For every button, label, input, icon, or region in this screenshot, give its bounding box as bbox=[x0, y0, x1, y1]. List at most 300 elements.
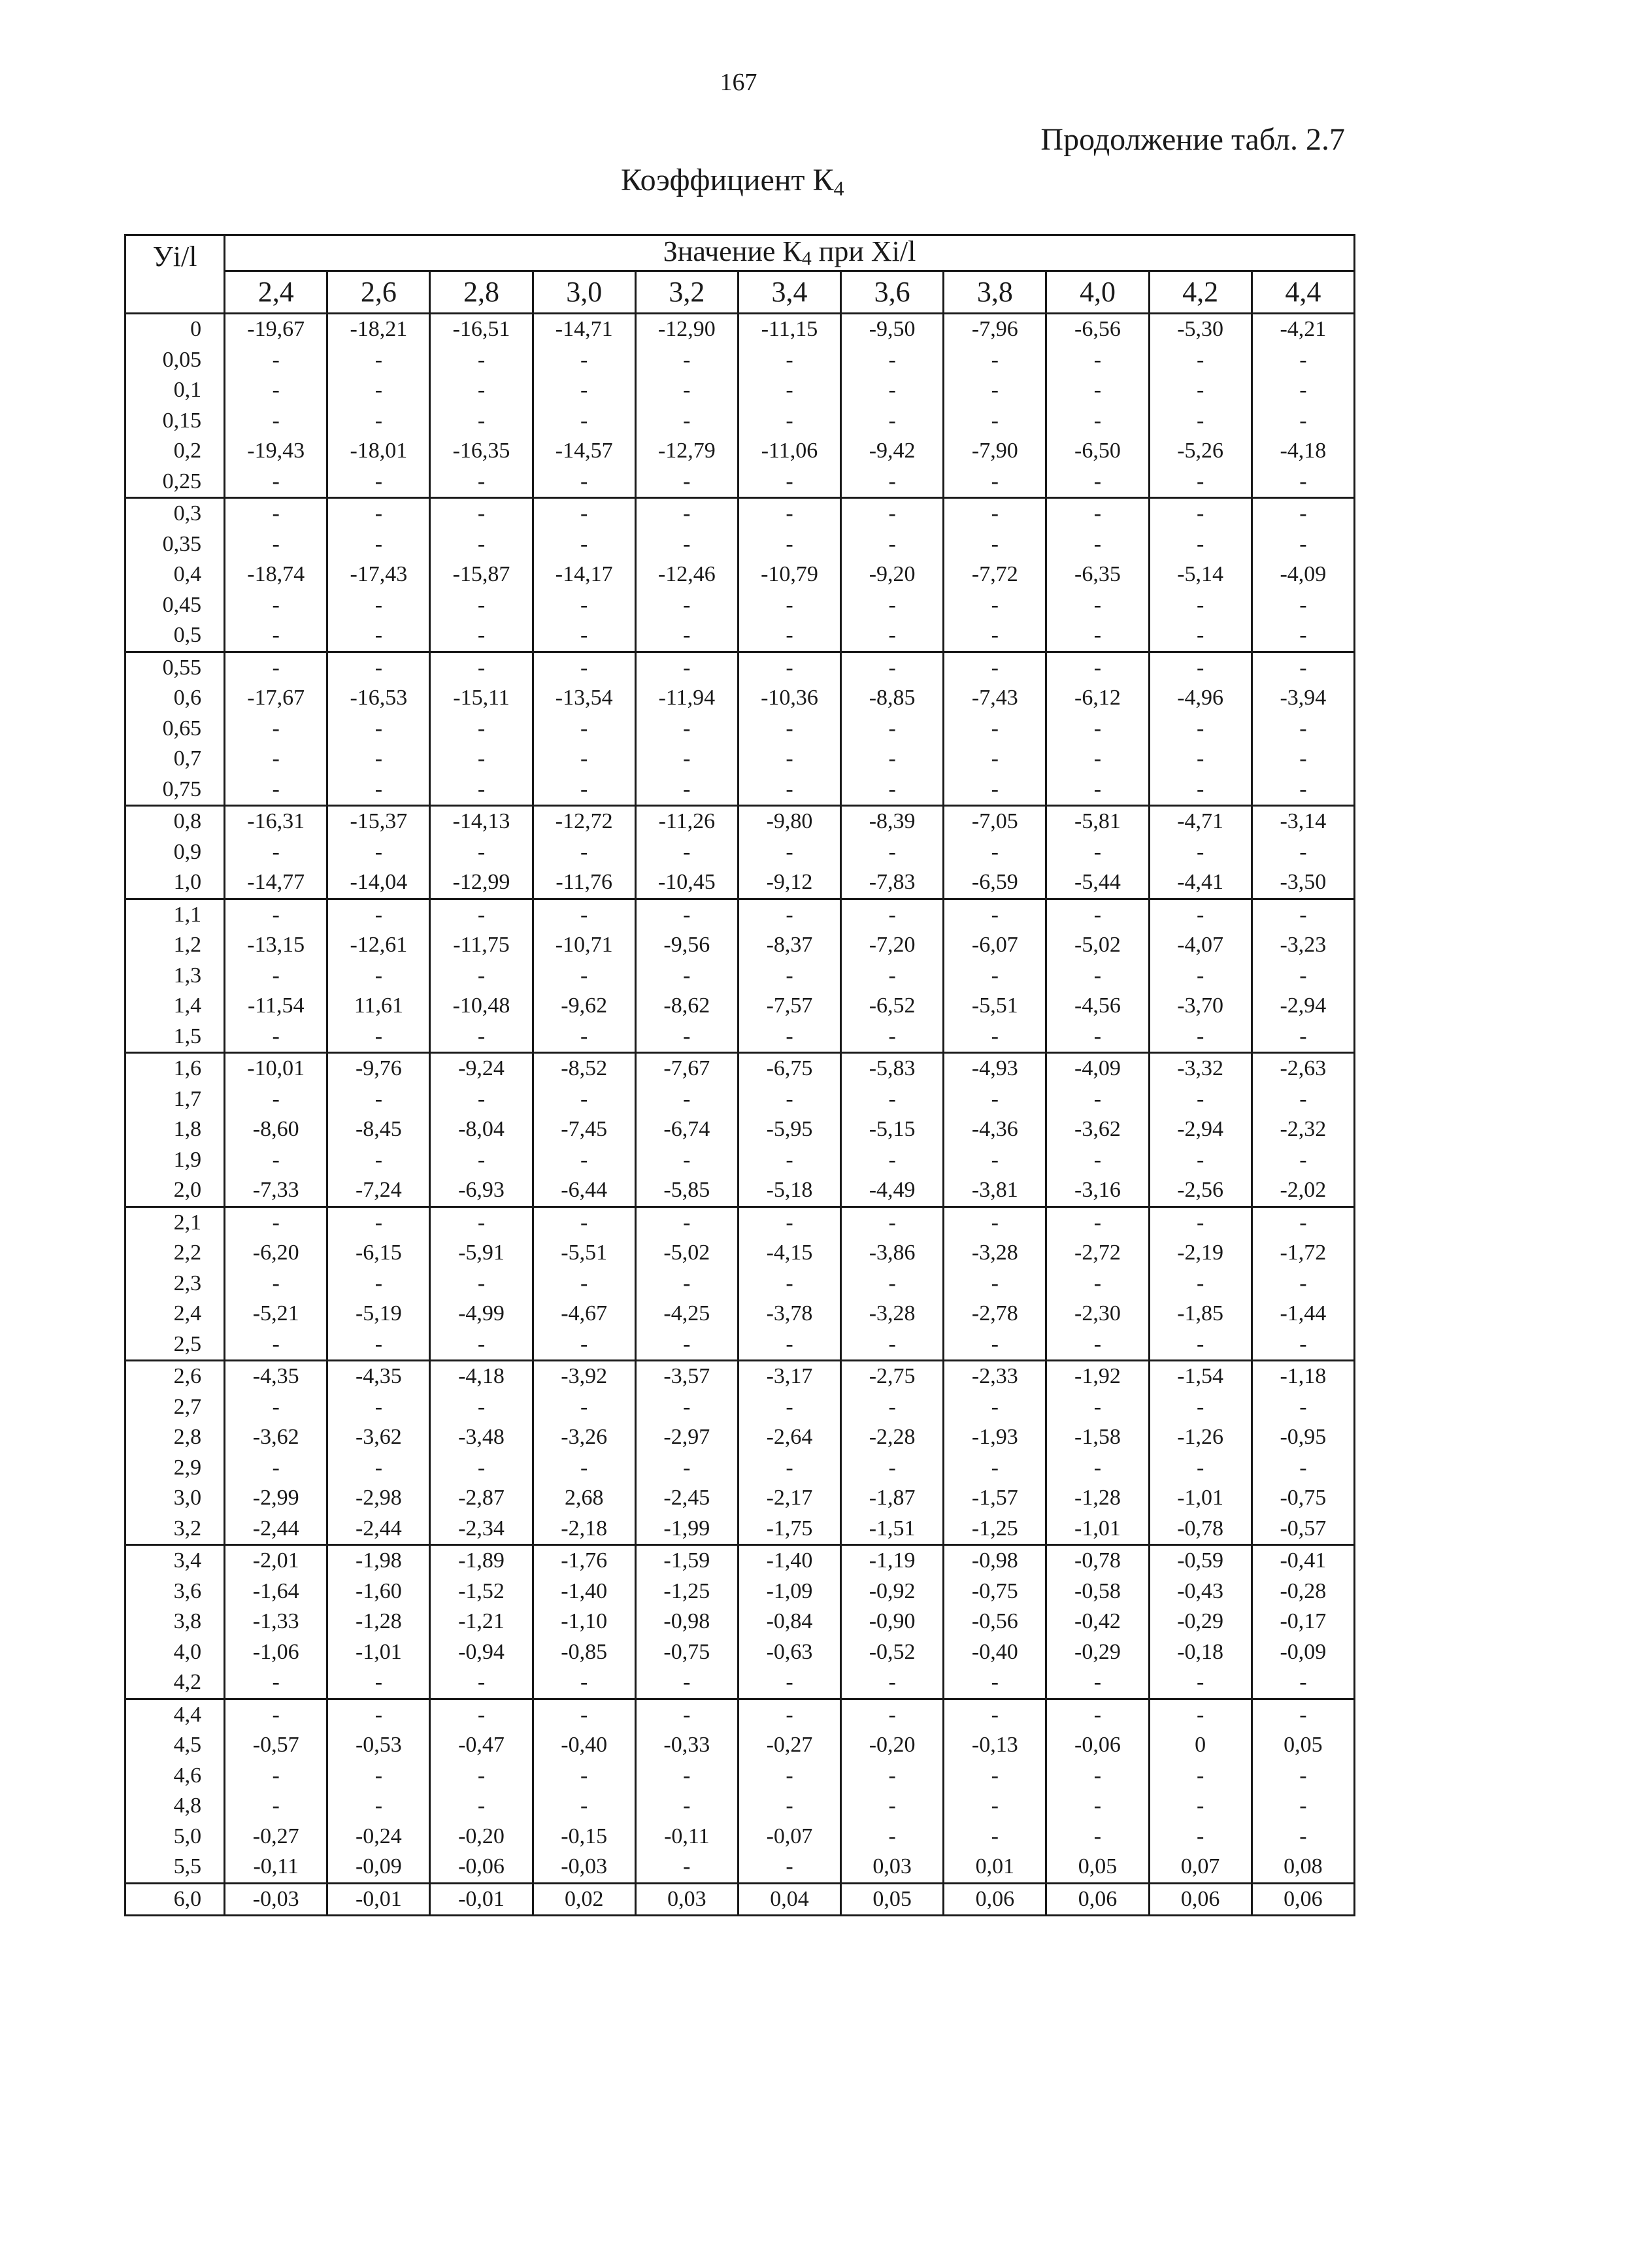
table-cell: -0,33 bbox=[635, 1730, 738, 1761]
table-cell: - bbox=[1046, 1791, 1149, 1822]
table-cell: -1,58 bbox=[1046, 1422, 1149, 1453]
table-cell: -7,20 bbox=[841, 930, 944, 961]
table-cell: - bbox=[327, 899, 430, 930]
table-cell: -14,17 bbox=[533, 559, 635, 590]
table-cell: -5,21 bbox=[225, 1299, 327, 1329]
table-cell: -11,94 bbox=[635, 683, 738, 714]
table-cell: - bbox=[327, 498, 430, 529]
table-cell: - bbox=[1046, 1269, 1149, 1299]
table-cell: - bbox=[1149, 1822, 1252, 1852]
table-cell: - bbox=[635, 345, 738, 376]
table-cell: - bbox=[841, 714, 944, 744]
table-cell: - bbox=[635, 1791, 738, 1822]
column-header: 2,8 bbox=[430, 271, 533, 314]
table-cell: - bbox=[225, 406, 327, 437]
table-row bbox=[125, 1883, 1355, 1916]
table-cell: -1,26 bbox=[1149, 1422, 1252, 1453]
table-row bbox=[125, 1422, 1355, 1453]
table-cell: -2,44 bbox=[327, 1514, 430, 1545]
table-cell: - bbox=[327, 529, 430, 560]
table-cell: -2,45 bbox=[635, 1483, 738, 1514]
table-cell: - bbox=[1046, 1699, 1149, 1730]
table-cell: - bbox=[944, 1822, 1046, 1852]
table-cell: -16,51 bbox=[430, 314, 533, 345]
table-cell: - bbox=[225, 1084, 327, 1115]
table-cell: -0,01 bbox=[430, 1883, 533, 1916]
table-cell: -3,57 bbox=[635, 1361, 738, 1392]
table-cell: - bbox=[1046, 529, 1149, 560]
table-cell: - bbox=[327, 1761, 430, 1792]
table-row bbox=[125, 1207, 1355, 1238]
table-cell: -3,81 bbox=[944, 1175, 1046, 1207]
table-cell: -1,10 bbox=[533, 1607, 635, 1637]
table-cell: - bbox=[1046, 1667, 1149, 1699]
table-cell: - bbox=[1252, 467, 1354, 498]
table-cell: - bbox=[533, 1791, 635, 1822]
table-cell: - bbox=[635, 775, 738, 806]
table-cell: - bbox=[1252, 652, 1354, 683]
table-cell: -5,44 bbox=[1046, 867, 1149, 899]
table-cell: -7,83 bbox=[841, 867, 944, 899]
table-cell: -0,28 bbox=[1252, 1576, 1354, 1607]
table-cell: - bbox=[327, 714, 430, 744]
table-cell: -4,56 bbox=[1046, 991, 1149, 1022]
table-cell: -8,85 bbox=[841, 683, 944, 714]
row-y-value: 0,6 bbox=[125, 683, 225, 714]
table-cell: - bbox=[327, 1207, 430, 1238]
table-cell: - bbox=[1046, 775, 1149, 806]
table-cell: - bbox=[944, 1022, 1046, 1053]
table-cell: - bbox=[1149, 590, 1252, 621]
table-row bbox=[125, 652, 1355, 683]
table-cell: -9,80 bbox=[738, 806, 840, 837]
table-cell: -1,89 bbox=[430, 1545, 533, 1576]
table-cell: - bbox=[533, 529, 635, 560]
table-cell: -4,09 bbox=[1046, 1053, 1149, 1084]
table-cell: - bbox=[944, 652, 1046, 683]
table-cell: - bbox=[1046, 1453, 1149, 1484]
table-cell: -6,56 bbox=[1046, 314, 1149, 345]
table-row bbox=[125, 899, 1355, 930]
table-cell: -3,14 bbox=[1252, 806, 1354, 837]
group-header-prefix: Значение К bbox=[663, 235, 802, 267]
table-cell: -0,06 bbox=[1046, 1730, 1149, 1761]
table-cell: - bbox=[738, 1852, 840, 1883]
table-cell: -0,42 bbox=[1046, 1607, 1149, 1637]
table-cell: - bbox=[635, 1852, 738, 1883]
table-cell: -3,17 bbox=[738, 1361, 840, 1392]
table-cell: -1,28 bbox=[327, 1607, 430, 1637]
table-cell: - bbox=[430, 375, 533, 406]
table-cell: -1,28 bbox=[1046, 1483, 1149, 1514]
table-cell: -1,33 bbox=[225, 1607, 327, 1637]
table-cell: - bbox=[533, 345, 635, 376]
table-cell: -6,20 bbox=[225, 1238, 327, 1269]
table-cell: - bbox=[1149, 406, 1252, 437]
table-cell: -16,53 bbox=[327, 683, 430, 714]
table-cell: - bbox=[1252, 1822, 1354, 1852]
table-cell: -7,72 bbox=[944, 559, 1046, 590]
table-cell: -16,35 bbox=[430, 436, 533, 467]
table-cell: -9,50 bbox=[841, 314, 944, 345]
table-cell: - bbox=[430, 590, 533, 621]
table-cell: - bbox=[225, 837, 327, 868]
table-cell: -1,75 bbox=[738, 1514, 840, 1545]
table-cell: - bbox=[944, 1329, 1046, 1361]
table-cell: -1,09 bbox=[738, 1576, 840, 1607]
table-cell: - bbox=[430, 899, 533, 930]
table-cell: -3,62 bbox=[1046, 1114, 1149, 1145]
row-y-value: 2,1 bbox=[125, 1207, 225, 1238]
table-cell: -2,78 bbox=[944, 1299, 1046, 1329]
table-cell: - bbox=[1149, 1761, 1252, 1792]
table-row bbox=[125, 559, 1355, 590]
table-cell: -0,03 bbox=[225, 1883, 327, 1916]
table-cell: -13,15 bbox=[225, 930, 327, 961]
table-cell: - bbox=[635, 714, 738, 744]
table-cell: - bbox=[225, 1392, 327, 1423]
table-cell: - bbox=[738, 375, 840, 406]
table-cell: - bbox=[533, 652, 635, 683]
table-cell: - bbox=[738, 1667, 840, 1699]
table-row bbox=[125, 1637, 1355, 1668]
table-cell: -10,45 bbox=[635, 867, 738, 899]
table-cell: - bbox=[533, 1392, 635, 1423]
table-cell: - bbox=[738, 744, 840, 775]
table-cell: - bbox=[738, 837, 840, 868]
table-cell: -4,15 bbox=[738, 1238, 840, 1269]
table-cell: - bbox=[1046, 1761, 1149, 1792]
table-cell: - bbox=[841, 1269, 944, 1299]
row-y-value: 5,5 bbox=[125, 1852, 225, 1883]
table-cell: -4,21 bbox=[1252, 314, 1354, 345]
table-cell: -0,27 bbox=[225, 1822, 327, 1852]
table-cell: -13,54 bbox=[533, 683, 635, 714]
table-cell: - bbox=[430, 837, 533, 868]
table-cell: - bbox=[1252, 1329, 1354, 1361]
table-cell: - bbox=[533, 1329, 635, 1361]
table-cell: - bbox=[841, 1761, 944, 1792]
table-cell: -0,98 bbox=[635, 1607, 738, 1637]
table-cell: -11,26 bbox=[635, 806, 738, 837]
table-row bbox=[125, 498, 1355, 529]
table-cell: -0,11 bbox=[225, 1852, 327, 1883]
column-header: 3,8 bbox=[944, 271, 1046, 314]
row-y-value: 0,4 bbox=[125, 559, 225, 590]
row-y-value: 1,2 bbox=[125, 930, 225, 961]
table-cell: 0,07 bbox=[1149, 1852, 1252, 1883]
table-cell: -2,94 bbox=[1252, 991, 1354, 1022]
table-cell: -0,07 bbox=[738, 1822, 840, 1852]
table-row bbox=[125, 1514, 1355, 1545]
corner-header: Уi/l bbox=[125, 235, 225, 314]
table-cell: - bbox=[225, 899, 327, 930]
table-cell: -0,20 bbox=[841, 1730, 944, 1761]
table-cell: - bbox=[1046, 714, 1149, 744]
table-cell: - bbox=[1252, 1269, 1354, 1299]
table-cell: - bbox=[1149, 1207, 1252, 1238]
table-cell: - bbox=[1252, 961, 1354, 992]
table-cell: - bbox=[533, 620, 635, 652]
table-cell: - bbox=[944, 1761, 1046, 1792]
table-cell: -6,44 bbox=[533, 1175, 635, 1207]
row-y-value: 3,2 bbox=[125, 1514, 225, 1545]
row-y-value: 3,8 bbox=[125, 1607, 225, 1637]
table-cell: - bbox=[1046, 899, 1149, 930]
table-cell: -0,57 bbox=[1252, 1514, 1354, 1545]
row-y-value: 0,3 bbox=[125, 498, 225, 529]
table-cell: - bbox=[1149, 714, 1252, 744]
table-cell: -7,67 bbox=[635, 1053, 738, 1084]
table-cell: - bbox=[944, 498, 1046, 529]
table-cell: - bbox=[1046, 961, 1149, 992]
table-cell: -1,59 bbox=[635, 1545, 738, 1576]
table-cell: -0,57 bbox=[225, 1730, 327, 1761]
table-cell: - bbox=[430, 1329, 533, 1361]
table-cell: - bbox=[738, 529, 840, 560]
table-cell: - bbox=[635, 1699, 738, 1730]
table-cell: -16,31 bbox=[225, 806, 327, 837]
table-cell: - bbox=[533, 1269, 635, 1299]
table-row bbox=[125, 775, 1355, 806]
table-cell: - bbox=[738, 345, 840, 376]
table-cell: - bbox=[944, 961, 1046, 992]
table-cell: - bbox=[1149, 529, 1252, 560]
table-cell: - bbox=[430, 1084, 533, 1115]
table-cell: -12,61 bbox=[327, 930, 430, 961]
table-row bbox=[125, 1114, 1355, 1145]
table-cell: -2,44 bbox=[225, 1514, 327, 1545]
table-cell: - bbox=[327, 1022, 430, 1053]
table-cell: -0,75 bbox=[944, 1576, 1046, 1607]
table-row bbox=[125, 806, 1355, 837]
table-cell: - bbox=[1252, 899, 1354, 930]
row-y-value: 1,3 bbox=[125, 961, 225, 992]
table-cell: - bbox=[635, 1269, 738, 1299]
table-cell: - bbox=[841, 406, 944, 437]
table-cell: - bbox=[635, 1022, 738, 1053]
table-cell: -5,30 bbox=[1149, 314, 1252, 345]
table-cell: -2,28 bbox=[841, 1422, 944, 1453]
column-header: 4,2 bbox=[1149, 271, 1252, 314]
table-row bbox=[125, 529, 1355, 560]
table-cell: - bbox=[327, 375, 430, 406]
table-cell: -1,01 bbox=[327, 1637, 430, 1668]
table-cell: - bbox=[1149, 345, 1252, 376]
table-cell: - bbox=[738, 1392, 840, 1423]
table-cell: - bbox=[533, 961, 635, 992]
table-cell: - bbox=[430, 467, 533, 498]
table-cell: - bbox=[841, 1084, 944, 1115]
table-cell: - bbox=[430, 1791, 533, 1822]
table-cell: -14,71 bbox=[533, 314, 635, 345]
table-cell: - bbox=[841, 529, 944, 560]
table-cell: - bbox=[944, 1699, 1046, 1730]
table-cell: - bbox=[635, 590, 738, 621]
table-cell: - bbox=[1252, 1667, 1354, 1699]
table-cell: - bbox=[1149, 961, 1252, 992]
table-cell: -14,57 bbox=[533, 436, 635, 467]
table-cell: - bbox=[738, 1699, 840, 1730]
table-cell: -0,75 bbox=[1252, 1483, 1354, 1514]
row-y-value: 3,0 bbox=[125, 1483, 225, 1514]
table-cell: - bbox=[1149, 375, 1252, 406]
table-cell: - bbox=[944, 1084, 1046, 1115]
table-cell: -0,03 bbox=[533, 1852, 635, 1883]
table-cell: - bbox=[635, 652, 738, 683]
table-cell: - bbox=[327, 1667, 430, 1699]
table-cell: - bbox=[327, 345, 430, 376]
table-row bbox=[125, 1791, 1355, 1822]
table-cell: - bbox=[1046, 620, 1149, 652]
table-cell: - bbox=[533, 837, 635, 868]
table-cell: - bbox=[225, 590, 327, 621]
table-cell: - bbox=[533, 1022, 635, 1053]
table-cell: -2,33 bbox=[944, 1361, 1046, 1392]
table-cell: - bbox=[738, 1084, 840, 1115]
table-cell: - bbox=[1252, 498, 1354, 529]
table-cell: -3,48 bbox=[430, 1422, 533, 1453]
table-cell: - bbox=[1149, 1329, 1252, 1361]
table-cell: - bbox=[635, 1084, 738, 1115]
table-cell: - bbox=[841, 961, 944, 992]
table-cell: -15,37 bbox=[327, 806, 430, 837]
table-cell: - bbox=[841, 590, 944, 621]
table-cell: -4,35 bbox=[225, 1361, 327, 1392]
table-cell: - bbox=[738, 406, 840, 437]
table-cell: - bbox=[327, 406, 430, 437]
table-cell: -11,75 bbox=[430, 930, 533, 961]
table-cell: - bbox=[841, 345, 944, 376]
row-y-value: 6,0 bbox=[125, 1883, 225, 1916]
table-cell: -5,26 bbox=[1149, 436, 1252, 467]
table-cell: - bbox=[738, 467, 840, 498]
table-cell: - bbox=[635, 529, 738, 560]
table-cell: - bbox=[1252, 345, 1354, 376]
table-row bbox=[125, 1392, 1355, 1423]
table-cell: -8,52 bbox=[533, 1053, 635, 1084]
table-cell: -0,17 bbox=[1252, 1607, 1354, 1637]
table-cell: - bbox=[944, 1207, 1046, 1238]
table-cell: -8,45 bbox=[327, 1114, 430, 1145]
table-cell: - bbox=[1046, 375, 1149, 406]
table-cell: 0,08 bbox=[1252, 1852, 1354, 1883]
table-cell: -4,25 bbox=[635, 1299, 738, 1329]
table-cell: -0,41 bbox=[1252, 1545, 1354, 1576]
table-cell: - bbox=[1252, 375, 1354, 406]
row-y-value: 2,2 bbox=[125, 1238, 225, 1269]
column-header: 3,2 bbox=[635, 271, 738, 314]
row-y-value: 0,7 bbox=[125, 744, 225, 775]
table-row bbox=[125, 345, 1355, 376]
table-cell: -0,63 bbox=[738, 1637, 840, 1668]
table-cell: - bbox=[327, 744, 430, 775]
table-cell: -0,40 bbox=[944, 1637, 1046, 1668]
page-number: 167 bbox=[720, 69, 757, 96]
table-cell: - bbox=[533, 714, 635, 744]
table-cell: -1,99 bbox=[635, 1514, 738, 1545]
table-cell: -0,75 bbox=[635, 1637, 738, 1668]
table-cell: - bbox=[225, 345, 327, 376]
table-row bbox=[125, 1269, 1355, 1299]
table-cell: - bbox=[533, 775, 635, 806]
table-cell: -1,76 bbox=[533, 1545, 635, 1576]
table-cell: -6,59 bbox=[944, 867, 1046, 899]
table-cell: - bbox=[841, 1207, 944, 1238]
table-cell: - bbox=[841, 498, 944, 529]
table-cell: -18,21 bbox=[327, 314, 430, 345]
table-cell: -9,62 bbox=[533, 991, 635, 1022]
table-cell: -14,04 bbox=[327, 867, 430, 899]
table-cell: - bbox=[430, 1022, 533, 1053]
table-cell: -7,96 bbox=[944, 314, 1046, 345]
table-cell: - bbox=[1046, 590, 1149, 621]
table-cell: - bbox=[738, 1453, 840, 1484]
table-cell: - bbox=[1149, 837, 1252, 868]
table-cell: -12,99 bbox=[430, 867, 533, 899]
table-cell: -0,47 bbox=[430, 1730, 533, 1761]
table-cell: - bbox=[1046, 744, 1149, 775]
table-cell: -0,13 bbox=[944, 1730, 1046, 1761]
table-cell: - bbox=[635, 899, 738, 930]
table-cell: - bbox=[327, 961, 430, 992]
table-cell: - bbox=[1149, 1667, 1252, 1699]
table-cell: -1,06 bbox=[225, 1637, 327, 1668]
row-y-value: 0,05 bbox=[125, 345, 225, 376]
table-cell: - bbox=[1149, 620, 1252, 652]
table-cell: -1,44 bbox=[1252, 1299, 1354, 1329]
table-cell: - bbox=[944, 1791, 1046, 1822]
table-cell: -3,78 bbox=[738, 1299, 840, 1329]
table-cell: -6,12 bbox=[1046, 683, 1149, 714]
table-cell: - bbox=[738, 590, 840, 621]
table-cell: -0,11 bbox=[635, 1822, 738, 1852]
table-cell: -4,99 bbox=[430, 1299, 533, 1329]
table-cell: - bbox=[430, 775, 533, 806]
table-cell: -2,34 bbox=[430, 1514, 533, 1545]
table-cell: - bbox=[841, 1145, 944, 1176]
table-cell: 0,05 bbox=[1252, 1730, 1354, 1761]
table-cell: 0,06 bbox=[1046, 1883, 1149, 1916]
table-cell: - bbox=[430, 529, 533, 560]
table-cell: - bbox=[1252, 1453, 1354, 1484]
table-cell: - bbox=[1046, 406, 1149, 437]
table-cell: -4,67 bbox=[533, 1299, 635, 1329]
table-cell: -3,62 bbox=[225, 1422, 327, 1453]
table-cell: - bbox=[944, 714, 1046, 744]
table-cell: -8,04 bbox=[430, 1114, 533, 1145]
table-row bbox=[125, 867, 1355, 899]
table-cell: -0,06 bbox=[430, 1852, 533, 1883]
table-cell: - bbox=[430, 652, 533, 683]
row-y-value: 2,5 bbox=[125, 1329, 225, 1361]
table-cell: -2,87 bbox=[430, 1483, 533, 1514]
column-header: 3,0 bbox=[533, 271, 635, 314]
table-cell: - bbox=[841, 775, 944, 806]
table-cell: -2,75 bbox=[841, 1361, 944, 1392]
table-cell: -2,02 bbox=[1252, 1175, 1354, 1207]
table-cell: - bbox=[1149, 1791, 1252, 1822]
table-cell: - bbox=[533, 406, 635, 437]
table-cell: -2,32 bbox=[1252, 1114, 1354, 1145]
table-cell: -3,62 bbox=[327, 1422, 430, 1453]
table-cell: -19,67 bbox=[225, 314, 327, 345]
table-cell: - bbox=[1046, 1145, 1149, 1176]
column-header: 3,6 bbox=[841, 271, 944, 314]
coefficient-table bbox=[124, 234, 1355, 1916]
table-cell: -5,91 bbox=[430, 1238, 533, 1269]
table-cell: - bbox=[225, 744, 327, 775]
